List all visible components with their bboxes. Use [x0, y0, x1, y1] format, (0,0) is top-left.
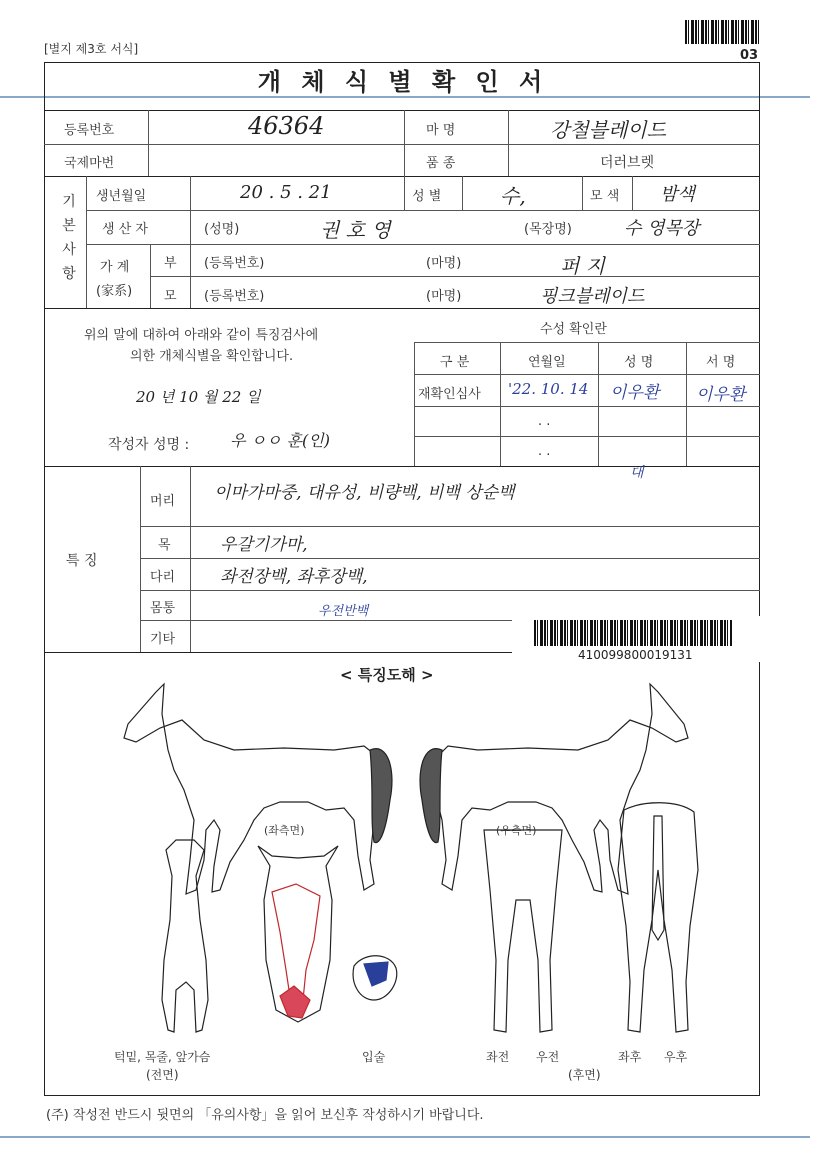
sire-label: 부 [164, 256, 177, 271]
reg-no-label: 등록번호 [64, 123, 115, 138]
breed-label: 품 종 [426, 156, 456, 171]
producer-name-value: 권 호 영 [320, 218, 391, 242]
dam-reg-label: (등록번호) [204, 289, 265, 304]
body-label: 몸통 [150, 601, 176, 616]
neck-label: 목 [158, 538, 171, 553]
name-label: 마 명 [426, 123, 456, 138]
family-label: 가 계 [100, 260, 130, 275]
front-sub: (전면) [146, 1068, 179, 1082]
sex-label: 성 별 [412, 189, 442, 204]
front-legs-outline [484, 830, 562, 1032]
head-correction: 대 [630, 465, 644, 481]
form-code: [별지 제3호 서식] [44, 42, 139, 56]
breed-value: 더러브렛 [600, 155, 655, 171]
dam-label: 모 [164, 289, 177, 304]
col-date: 연월일 [528, 355, 566, 370]
right-horse-outline [434, 684, 688, 894]
lip-marking [364, 962, 388, 986]
intl-label: 국제마번 [64, 156, 115, 171]
fr-label: 우전 [536, 1050, 560, 1064]
legs-label: 다리 [150, 570, 176, 585]
other-label: 기타 [150, 632, 176, 647]
col-type: 구 분 [440, 355, 470, 370]
row2-dots: . . [538, 414, 551, 429]
footer-divider [0, 1136, 810, 1138]
family-hanja: (家系) [96, 284, 133, 299]
right-side-label: (우측면) [496, 824, 537, 837]
fl-label: 좌전 [486, 1050, 510, 1064]
sire-name-value: 퍼 지 [560, 254, 605, 278]
col-sign: 서 명 [706, 355, 736, 370]
dam-name-value: 핑크블레이드 [540, 286, 645, 307]
body-value: 우전반백 [318, 604, 369, 619]
head-label: 머리 [150, 494, 176, 509]
left-horse-tail [370, 749, 392, 843]
confirm-text-2: 의한 개체식별을 확인합니다. [130, 349, 294, 364]
left-horse-outline [124, 684, 382, 894]
left-side-label: (좌측면) [264, 824, 305, 837]
diagram-title: < 특징도해 > [340, 666, 434, 684]
reg-no-value: 46364 [248, 112, 325, 140]
neck-value: 우갈기가마, [220, 535, 308, 555]
rear-view-outline [618, 803, 698, 1032]
author-label: 작성자 성명 : [108, 437, 190, 453]
confirm-date: 20 년 10 월 22 일 [136, 388, 261, 406]
author-signature: 우 ㅇㅇ 훈(인) [230, 431, 330, 450]
sex-value: 수, [500, 184, 526, 208]
dam-name-label: (마명) [426, 289, 462, 304]
rear-sub: (후면) [568, 1068, 601, 1082]
head-value: 이마가마중, 대유성, 비량백, 비백 상순백 [214, 483, 515, 503]
row1-name: 이우환 [610, 383, 660, 403]
birth-label: 생년월일 [96, 189, 147, 204]
hr-label: 우후 [664, 1050, 688, 1064]
barcode-number: 410099800019131 [578, 648, 693, 662]
basic-section-label: 기본사항 [62, 194, 76, 282]
color-value: 밤색 [660, 184, 695, 205]
confirm-text-1: 위의 말에 대하여 아래와 같이 특징검사에 [84, 328, 319, 343]
right-horse-tail [420, 749, 442, 843]
row1-sign: 이우환 [696, 385, 746, 405]
producer-label: 생 산 자 [102, 222, 148, 237]
feature-barcode [534, 620, 732, 646]
horse-diagram [44, 670, 760, 1090]
farm-value: 수 영목장 [624, 218, 700, 239]
revision-title: 수성 확인란 [540, 322, 607, 337]
row1-date: '22. 10. 14 [508, 380, 589, 398]
footer-note: (주) 작성전 반드시 뒷면의 「유의사항」을 읽어 보신후 작성하시기 바랍니다. [46, 1108, 484, 1123]
birth-value: 20 . 5 . 21 [240, 182, 332, 203]
rear-tail [652, 816, 664, 940]
face-snip-marking [280, 986, 310, 1018]
name-value: 강철블레이드 [550, 118, 666, 142]
col-name: 성 명 [624, 355, 654, 370]
row1-type: 재확인심사 [418, 387, 481, 402]
sire-reg-label: (등록번호) [204, 256, 265, 271]
page-title: 개 체 식 별 확 인 서 [257, 68, 549, 96]
lip-caption: 입술 [362, 1050, 386, 1064]
front-caption: 턱밑, 목줄, 앞가슴 [114, 1050, 211, 1064]
sire-name-label: (마명) [426, 256, 462, 271]
legs-value: 좌전장백, 좌후장백, [220, 567, 368, 587]
row3-dots: . . [538, 444, 551, 459]
top-barcode [685, 20, 761, 44]
page-number: 03 [740, 48, 759, 63]
color-label: 모 색 [590, 189, 620, 204]
farm-label: (목장명) [524, 222, 572, 237]
producer-name-label: (성명) [204, 222, 240, 237]
features-section-label: 특 징 [66, 553, 98, 569]
hl-label: 좌후 [618, 1050, 642, 1064]
